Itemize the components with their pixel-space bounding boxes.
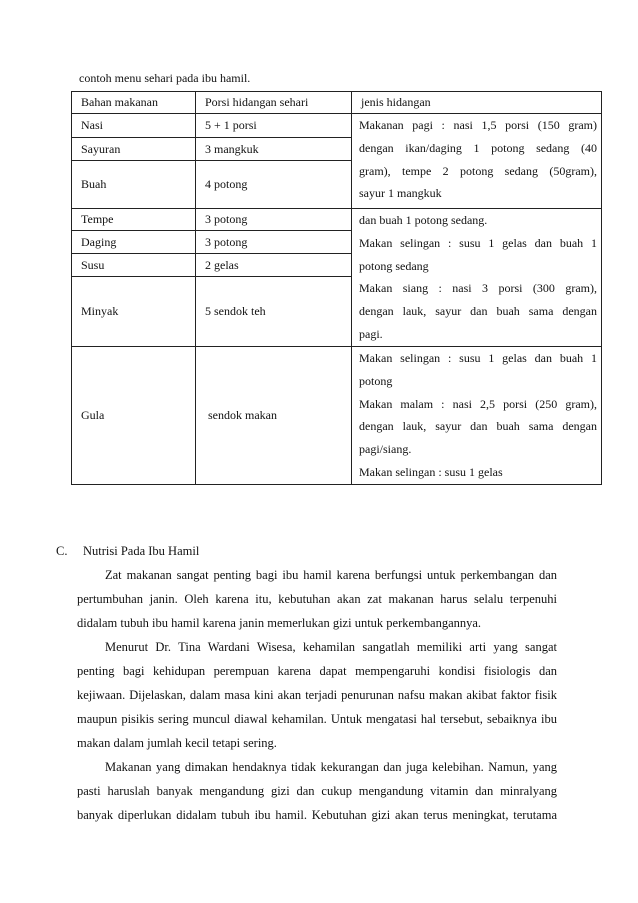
portion-cell: 4 potong [196, 161, 352, 209]
food-cell: Gula [72, 347, 196, 485]
menu-line: Makan malam : nasi 2,5 porsi (250 gram), [359, 396, 597, 411]
food-cell: Susu [72, 254, 196, 277]
portion-cell: 5 sendok teh [196, 277, 352, 347]
header-cell: jenis hidangan [352, 92, 602, 114]
food-cell: Sayuran [72, 138, 196, 161]
paragraph-line: pasti haruslah banyak mengandung gizi dan cukup mengandung vitamin dan minralyang [77, 784, 557, 798]
table-row [72, 209, 602, 231]
table-row [72, 347, 602, 485]
paragraph-line: kejiwaan. Dijelaskan, dalam masa kini akan terjadi penurunan nafsu makan akibat faktor fisik [77, 688, 557, 702]
portion-cell: sendok makan [196, 347, 352, 485]
menu-line: potong [359, 373, 393, 388]
paragraph-line: penting bagi kehidupan perempuan karena dapat mempengaruhi kondisi fisiologis dan [77, 664, 557, 678]
food-cell: Nasi [72, 114, 196, 138]
header-cell: Porsi hidangan sehari [196, 92, 352, 114]
table-header-row [72, 92, 602, 114]
menu-line: dengan ikan/daging 1 potong sedang (40 [359, 140, 597, 155]
menu-line: Makan selingan : susu 1 gelas [359, 464, 503, 479]
intro-text: contoh menu sehari pada ibu hamil. [79, 71, 251, 85]
menu-line: gram), tempe 2 potong sedang (50gram), [359, 163, 597, 178]
table-row [72, 114, 602, 138]
paragraph-line: banyak diperlukan didalam tubuh ibu hamil. Kebutuhan gizi akan terus meningkat, terutama [77, 808, 557, 822]
menu-line: Makan selingan : susu 1 gelas dan buah 1 [359, 235, 597, 250]
portion-cell: 2 gelas [196, 254, 352, 277]
menu-line: Makan selingan : susu 1 gelas dan buah 1 [359, 351, 597, 365]
portion-cell: 3 potong [196, 231, 352, 254]
food-cell: Tempe [72, 209, 196, 231]
paragraph-2 [77, 635, 557, 755]
paragraph-3 [77, 755, 557, 827]
paragraph-line: pertumbuhan janin. Oleh karena itu, kebutuhan akan zat makanan harus selalu terpenuhi [77, 592, 557, 606]
paragraph-line: didalam tubuh ibu hamil karena janin memerlukan gizi untuk perkembangannya. [77, 616, 482, 630]
menu-line: pagi. [359, 326, 383, 341]
section-letter: C. [56, 544, 68, 558]
paragraph-line: Makanan yang dimakan hendaknya tidak kekurangan dan juga kelebihan. Namun, yang [105, 760, 557, 774]
menu-block-2 [352, 209, 602, 347]
food-cell: Minyak [72, 277, 196, 347]
menu-line: dengan lauk, sayur dan buah sama dengan [359, 304, 597, 319]
menu-table [71, 91, 602, 485]
menu-line: Makanan pagi : nasi 1,5 porsi (150 gram) [359, 118, 597, 132]
paragraph-line: Zat makanan sangat penting bagi ibu hamil karena berfungsi untuk perkembangan dan [105, 568, 557, 582]
header-cell: Bahan makanan [72, 92, 196, 114]
menu-block-3 [352, 347, 602, 485]
menu-line: Makan siang : nasi 3 porsi (300 gram), [359, 281, 597, 296]
food-cell: Daging [72, 231, 196, 254]
menu-line: potong sedang [359, 258, 429, 273]
menu-line: pagi/siang. [359, 442, 412, 457]
food-cell: Buah [72, 161, 196, 209]
menu-line: dengan lauk, sayur dan buah sama dengan [359, 419, 597, 434]
paragraph-line: maupun pisikis sering muncul diawal kehamilan. Untuk mengatasi hal tersebut, sebaiknya ibu [77, 712, 557, 726]
menu-line: dan buah 1 potong sedang. [359, 213, 488, 227]
paragraph-line: Menurut Dr. Tina Wardani Wisesa, kehamilan sangatlah memiliki arti yang sangat [105, 640, 557, 654]
menu-line: sayur 1 mangkuk [359, 186, 442, 201]
portion-cell: 3 potong [196, 209, 352, 231]
section-title: Nutrisi Pada Ibu Hamil [83, 544, 200, 558]
paragraph-1 [77, 563, 557, 635]
menu-block-1 [352, 114, 602, 209]
portion-cell: 3 mangkuk [196, 138, 352, 161]
paragraph-line: makan dalam jumlah kecil tetapi sering. [77, 736, 277, 750]
portion-cell: 5 + 1 porsi [196, 114, 352, 138]
